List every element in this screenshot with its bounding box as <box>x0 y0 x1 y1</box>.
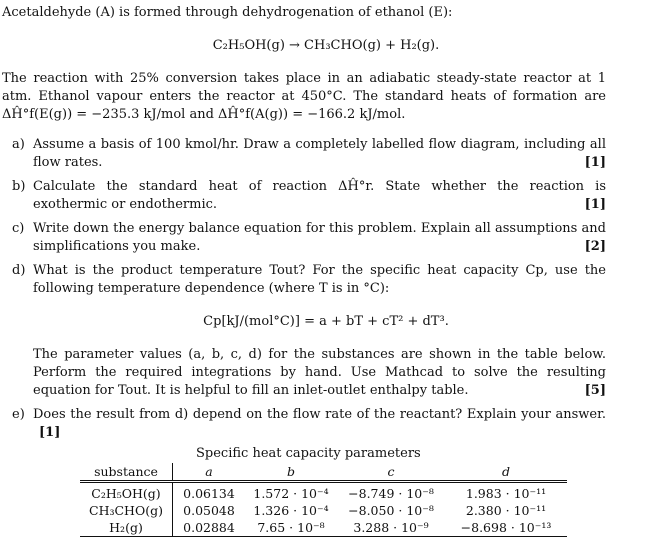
table-caption: Specific heat capacity parameters <box>196 446 421 461</box>
question-d <box>12 262 606 298</box>
header-substance: substance <box>80 463 173 482</box>
marks-badge: [1] <box>584 197 606 212</box>
table-row <box>80 519 567 537</box>
question-text: Write down the energy balance equation for this problem. Explain all assumptions and simplifications you make. <box>33 221 606 254</box>
cell-substance: CH₃CHO(g) <box>80 502 173 519</box>
question-text: Does the result from d) depend on the flow rate of the reactant? Explain your answer. <box>33 407 606 422</box>
cell-b: 1.326 · 10⁻⁴ <box>253 503 329 518</box>
cell-c: −8.050 · 10⁻⁸ <box>348 503 434 518</box>
question-text: Calculate the standard heat of reaction ΔĤ°r. State whether the reaction is exothermic or endothermic. <box>33 179 606 212</box>
question-e <box>12 406 606 442</box>
marks-badge: [5] <box>584 383 606 398</box>
cell-a: 0.06134 <box>183 486 235 501</box>
intro-line: Acetaldehyde (A) is formed through dehydrogenation of ethanol (E): <box>2 5 453 20</box>
marks-badge: [1] <box>39 425 61 440</box>
cell-b: 7.65 · 10⁻⁸ <box>257 520 325 535</box>
cell-c: 3.288 · 10⁻⁹ <box>353 520 429 535</box>
cell-d: 1.983 · 10⁻¹¹ <box>465 486 547 501</box>
header-d: d <box>445 463 567 482</box>
question-d-followup <box>12 346 606 400</box>
question-label: d) <box>12 263 26 278</box>
cell-c: −8.749 · 10⁻⁸ <box>348 486 434 501</box>
question-c <box>12 220 606 256</box>
question-text: What is the product temperature Tout? For the specific heat capacity Cp, use the following temperature dependence (where T is in °C): <box>33 263 606 296</box>
header-a: a <box>173 463 246 482</box>
cp-parameter-table <box>80 463 567 537</box>
cell-b: 1.572 · 10⁻⁴ <box>253 486 329 501</box>
followup-text: The parameter values (a, b, c, d) for the substances are shown in the table below. Perform the required integrations by hand. Use Mathcad to solve the resulting equation for Tout. It is helpful to fill an inlet-outlet enthalpy table. <box>33 347 606 398</box>
table-header-row <box>80 463 567 482</box>
header-b: b <box>245 463 337 482</box>
table-row <box>80 482 567 503</box>
table-row <box>80 502 567 519</box>
cell-a: 0.02884 <box>183 520 235 535</box>
problem-paragraph: The reaction with 25% conversion takes place in an adiabatic steady-state reactor at 1 atm. Ethanol vapour enters the reactor at 450°C. The standard heats of formation are ΔĤ°f(E(g)) = −235.3 kJ/mol and ΔĤ°f(A(g)) = −166.2 kJ/mol. <box>2 71 606 122</box>
reaction-equation: C₂H₅OH(g) → CH₃CHO(g) + H₂(g). <box>212 38 440 53</box>
question-label: a) <box>12 137 25 152</box>
header-c: c <box>337 463 445 482</box>
cp-equation: Cp[kJ/(mol°C)] = a + bT + cT² + dT³. <box>203 314 449 329</box>
cell-d: 2.380 · 10⁻¹¹ <box>465 503 547 518</box>
question-a <box>12 136 606 172</box>
question-b <box>12 178 606 214</box>
question-text: Assume a basis of 100 kmol/hr. Draw a completely labelled flow diagram, including all flow rates. <box>33 137 606 170</box>
question-label: b) <box>12 179 26 194</box>
cell-substance: H₂(g) <box>80 519 173 537</box>
question-label: e) <box>12 407 25 422</box>
cell-d: −8.698 · 10⁻¹³ <box>460 520 552 535</box>
cell-a: 0.05048 <box>183 503 235 518</box>
cell-substance: C₂H₅OH(g) <box>80 482 173 503</box>
marks-badge: [2] <box>584 239 606 254</box>
marks-badge: [1] <box>584 155 606 170</box>
question-label: c) <box>12 221 25 236</box>
